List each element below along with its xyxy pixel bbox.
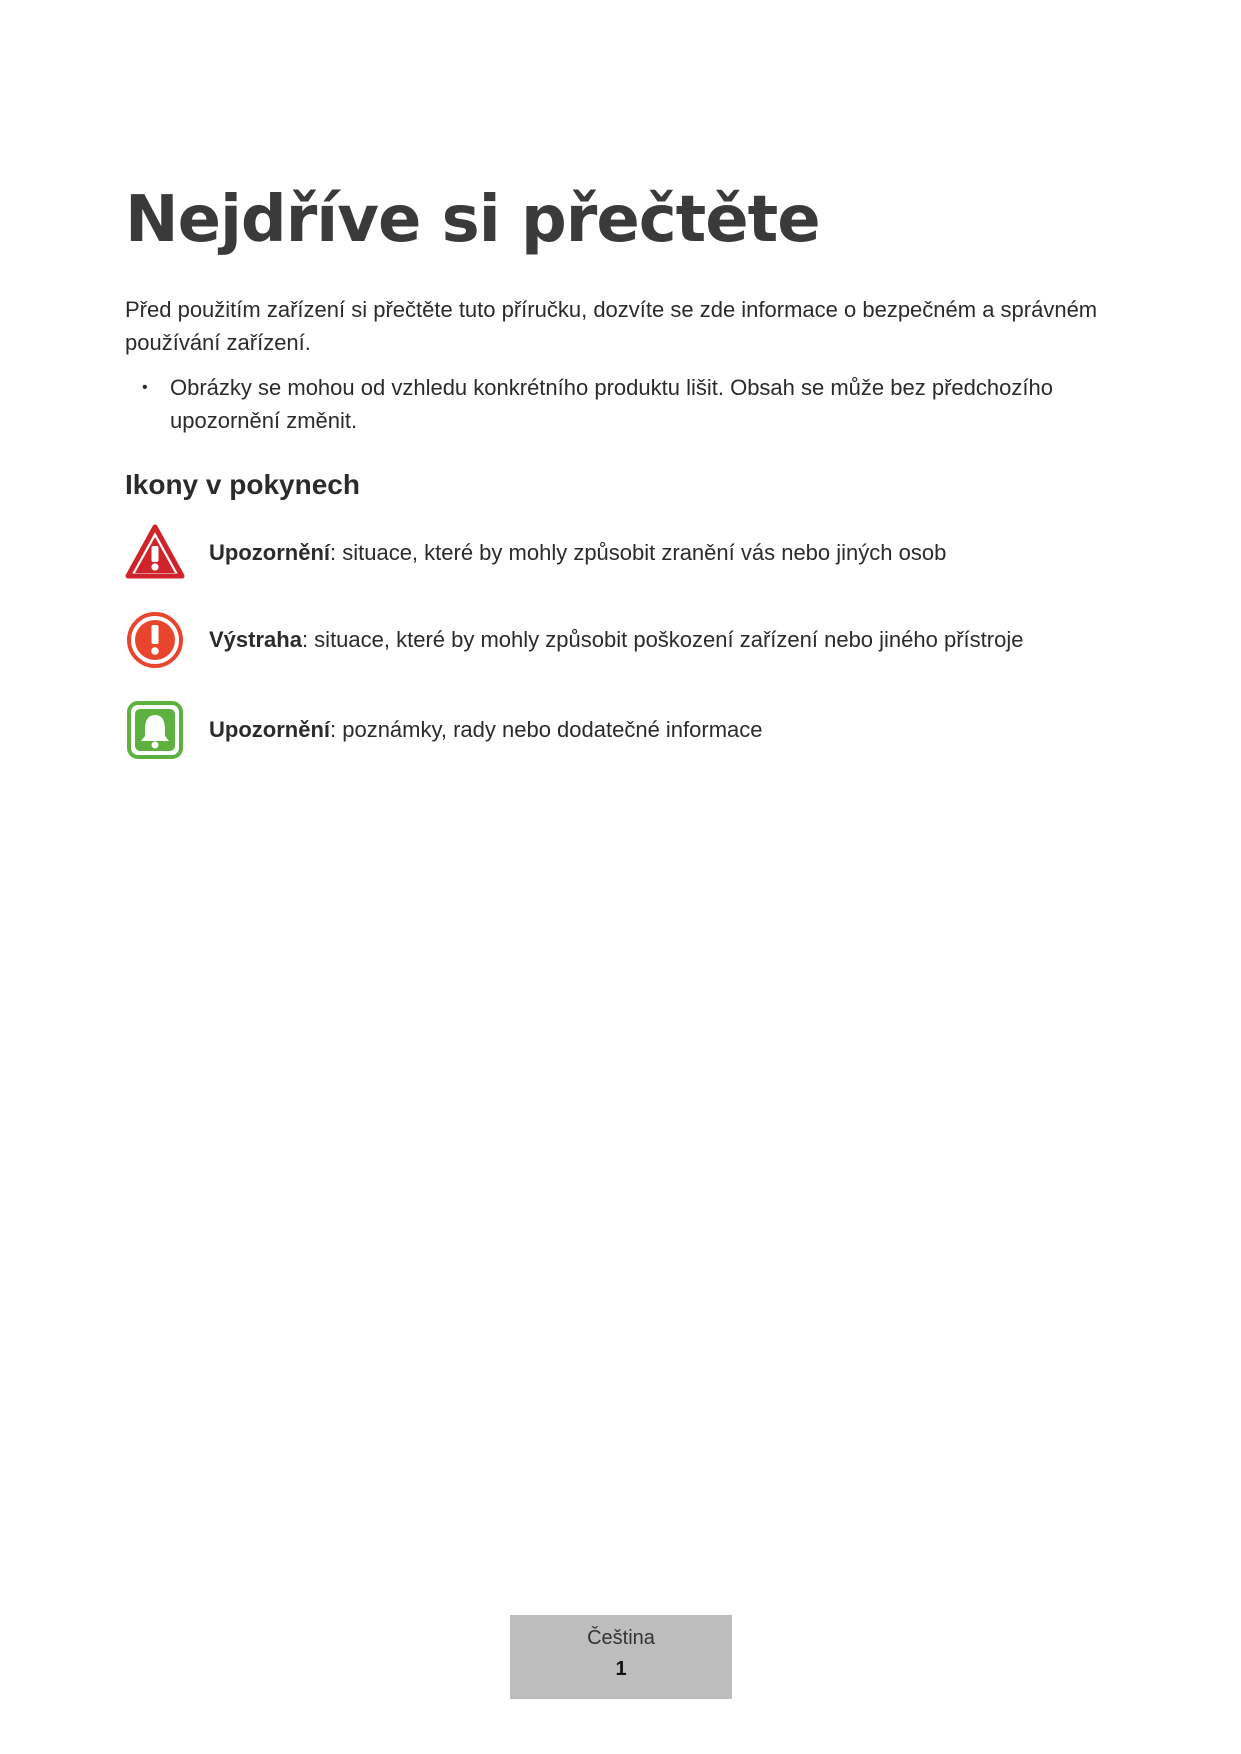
page-title: Nejdříve si přečtěte bbox=[125, 183, 820, 257]
bullet-text: Obrázky se mohou od vzhledu konkrétního produktu lišit. Obsah se může bez předchozího upozornění změnit. bbox=[170, 375, 1053, 433]
icon-description bbox=[209, 700, 763, 760]
list-item bbox=[125, 371, 1125, 437]
bullet-dot: • bbox=[142, 379, 148, 396]
term-label: Výstraha bbox=[209, 627, 302, 652]
icon-description bbox=[209, 610, 1023, 670]
term-text: : poznámky, rady nebo dodatečné informace bbox=[330, 717, 763, 742]
term-text: : situace, které by mohly způsobit zranění vás nebo jiných osob bbox=[330, 540, 947, 565]
section-heading: Ikony v pokynech bbox=[125, 469, 360, 500]
icon-description bbox=[209, 523, 946, 583]
caution-circle-icon bbox=[125, 610, 185, 670]
icon-legend-note bbox=[125, 700, 1125, 760]
warning-triangle-icon bbox=[125, 523, 185, 583]
term-label: Upozornění bbox=[209, 717, 330, 742]
footer-language: Čeština bbox=[587, 1627, 655, 1649]
page-footer bbox=[510, 1615, 732, 1699]
bell-note-icon bbox=[125, 700, 185, 760]
icon-legend-caution bbox=[125, 610, 1125, 670]
term-text: : situace, které by mohly způsobit poškození zařízení nebo jiného přístroje bbox=[301, 627, 1024, 652]
intro-paragraph: Před použitím zařízení si přečtěte tuto příručku, dozvíte se zde informace o bezpečném a správném používání zařízení. bbox=[125, 297, 1098, 355]
term-label: Upozornění bbox=[209, 540, 330, 565]
icon-legend-warning bbox=[125, 523, 1125, 583]
page-number: 1 bbox=[615, 1658, 627, 1680]
